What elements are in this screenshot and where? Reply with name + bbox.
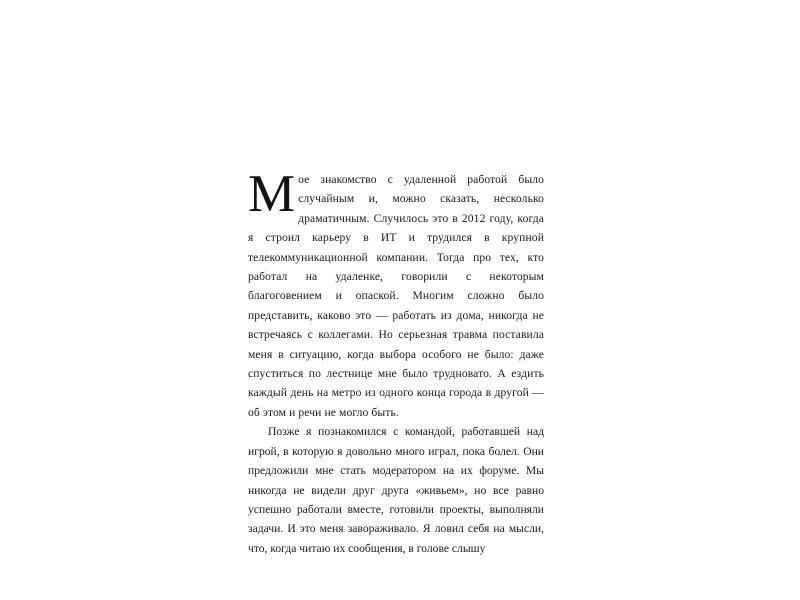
drop-cap: М bbox=[248, 165, 296, 223]
paragraph-1-text: ое знакомство с удаленной работой было случайным и, можно сказать, несколько драматичным. Случилось это в 2012 году, когда я строил карьеру в ИТ и трудился в крупной телекоммуникационной компании. Тогда про тех, кто работал на удаленке, говорили с некоторым благоговением и опаской. Многим сложно было представить, каково это — работать из дома, никогда не встречаясь с коллегами. Но серьезная травма поставила меня в ситуацию, когда выбора особого не было: даже спуститься по лестнице мне было трудновато. А ездить каждый день на метро из одного конца города в другой — об этом и речи не могло быть. bbox=[248, 173, 544, 419]
paragraph-1 bbox=[248, 165, 544, 422]
paragraph-2: Позже я познакомился с командой, работавшей над игрой, в которую я довольно много играл, пока болел. Они предложили мне стать модератором на их форуме. Мы никогда не видели друг друга «живьем», но все равно успешно работали вместе, готовили проекты, выполняли задачи. И это меня завораживало. Я ловил себя на мысли, что, когда читаю их сообщения, в голове слышу bbox=[248, 425, 544, 555]
text-column bbox=[248, 165, 544, 558]
